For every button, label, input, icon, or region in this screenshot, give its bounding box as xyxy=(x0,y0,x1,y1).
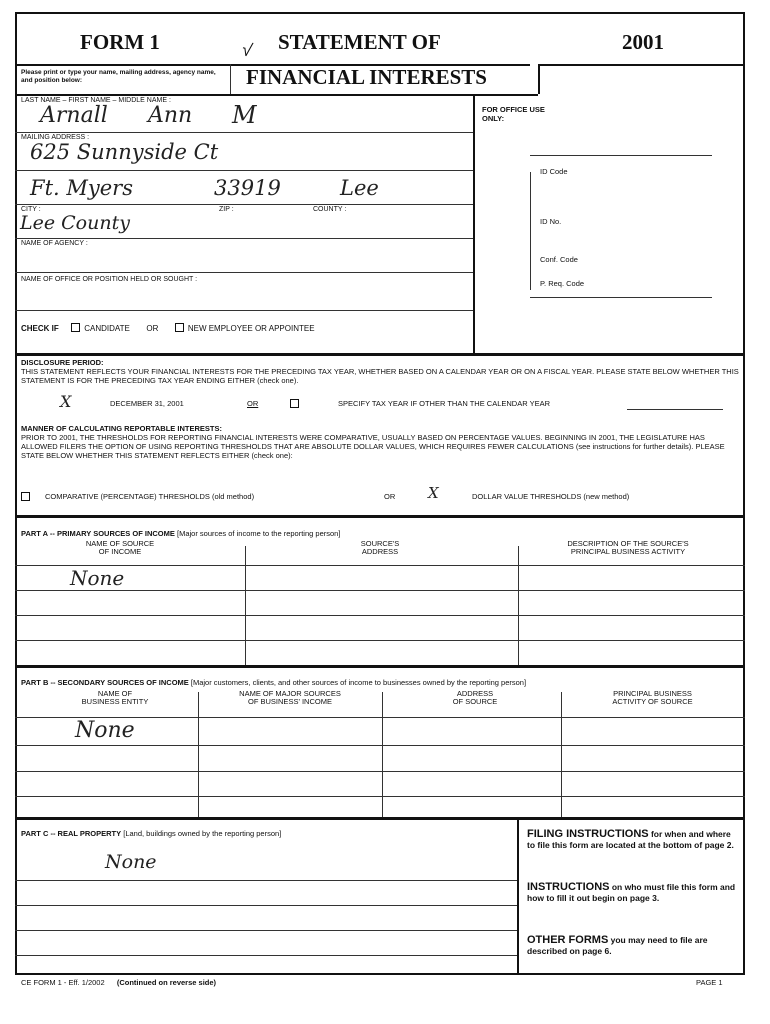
disclosure-december-mark[interactable]: X xyxy=(60,392,72,411)
county-label: COUNTY : xyxy=(313,206,347,213)
filing-instructions-title: FILING INSTRUCTIONS xyxy=(527,828,649,840)
part-b-entry[interactable]: None xyxy=(75,718,135,743)
part-a-heading xyxy=(21,530,340,538)
disclosure-other-year-checkbox[interactable] xyxy=(290,399,299,408)
footer-form-code: CE FORM 1 - Eff. 1/2002 xyxy=(21,978,105,987)
who-must-file-text: on who must file this form and how to fill it out begin on page 3. xyxy=(527,882,736,903)
part-a-title: PART A -- PRIMARY SOURCES OF INCOME xyxy=(21,529,175,538)
footer-form-id xyxy=(21,979,216,987)
disclosure-heading: DISCLOSURE PERIOD: xyxy=(21,358,104,367)
who-must-file-title: INSTRUCTIONS xyxy=(527,881,610,893)
part-c-entry[interactable]: None xyxy=(105,851,157,873)
form-year: 2001 xyxy=(622,30,664,54)
office-id-no-label: ID No. xyxy=(540,217,562,226)
part-c-heading xyxy=(21,830,281,838)
part-a-col-name: NAME OF SOURCE OF INCOME xyxy=(85,539,155,556)
office-label: NAME OF OFFICE OR POSITION HELD OR SOUGHT : xyxy=(21,276,198,283)
form-title-line1: STATEMENT OF xyxy=(278,30,441,54)
part-a-subtitle: [Major sources of income to the reporting person] xyxy=(177,529,341,538)
comparative-threshold-label: COMPARATIVE (PERCENTAGE) THRESHOLDS (old method) xyxy=(45,492,255,501)
disclosure-or: OR xyxy=(247,399,259,408)
comparative-threshold-checkbox[interactable] xyxy=(21,492,30,501)
part-a-col-description: DESCRIPTION OF THE SOURCE'S PRINCIPAL BUSINESS ACTIVITY xyxy=(567,539,689,556)
manner-heading: MANNER OF CALCULATING REPORTABLE INTERESTS: xyxy=(21,424,222,433)
county-value[interactable]: Lee xyxy=(340,176,379,200)
reviewer-check-mark: √ xyxy=(240,39,254,61)
name-label: LAST NAME – FIRST NAME – MIDDLE NAME : xyxy=(21,97,171,104)
footer-continued: (Continued on reverse side) xyxy=(116,978,217,987)
print-instruction-note: Please print or type your name, mailing address, agency name, and position below: xyxy=(21,69,216,84)
candidate-status-row xyxy=(21,323,315,334)
dollar-value-threshold-label: DOLLAR VALUE THRESHOLDS (new method) xyxy=(472,492,630,501)
part-b-col-address: ADDRESS OF SOURCE xyxy=(452,689,498,706)
manner-or: OR xyxy=(384,492,396,501)
other-forms-note xyxy=(527,935,737,957)
form-number: FORM 1 xyxy=(80,30,160,54)
part-c-title: PART C -- REAL PROPERTY xyxy=(21,829,122,838)
or-label: OR xyxy=(146,324,159,333)
office-use-title: FOR OFFICE USE ONLY: xyxy=(482,105,545,123)
disclosure-text: THIS STATEMENT REFLECTS YOUR FINANCIAL INTERESTS FOR THE PRECEDING TAX YEAR, WHETHER BASED ON A CALENDAR YEAR OR ON A FISCAL YEAR. PLEASE STATE BELOW WHETHER THIS STATEMENT IS FOR THE PRECEDING TAX YEAR ENDING EITHER (check one). xyxy=(21,367,739,385)
candidate-label: CANDIDATE xyxy=(84,324,130,333)
name-middle-value[interactable]: M xyxy=(232,101,257,129)
part-a-entry[interactable]: None xyxy=(70,566,125,590)
city-label: CITY : xyxy=(21,206,41,213)
new-employee-checkbox[interactable] xyxy=(175,323,184,332)
footer-page-number: PAGE 1 xyxy=(696,978,723,987)
candidate-checkbox[interactable] xyxy=(71,323,80,332)
part-b-col-entity: NAME OF BUSINESS ENTITY xyxy=(81,689,149,706)
office-p-req-code-label: P. Req. Code xyxy=(540,279,585,288)
check-if-label: CHECK IF xyxy=(21,324,59,333)
disclosure-option-other-year: SPECIFY TAX YEAR IF OTHER THAN THE CALENDAR YEAR xyxy=(338,399,550,408)
part-b-subtitle: [Major customers, clients, and other sources of income to businesses owned by the reporting person] xyxy=(190,678,527,687)
name-first-value[interactable]: Ann xyxy=(148,103,193,128)
mailing-address-label: MAILING ADDRESS : xyxy=(21,134,90,141)
filing-instructions-text: for when and where to file this form are located at the bottom of page 2. xyxy=(527,829,734,850)
name-last-value[interactable]: Arnall xyxy=(40,103,108,128)
part-b-col-activity: PRINCIPAL BUSINESS ACTIVITY OF SOURCE xyxy=(612,689,693,706)
disclosure-option-december: DECEMBER 31, 2001 xyxy=(110,399,184,408)
other-forms-title: OTHER FORMS xyxy=(527,934,609,946)
city-value[interactable]: Ft. Myers xyxy=(30,176,133,200)
part-c-subtitle: [Land, buildings owned by the reporting person] xyxy=(123,829,282,838)
zip-value[interactable]: 33919 xyxy=(214,176,281,200)
other-forms-text: you may need to file are described on page 6. xyxy=(527,935,708,956)
office-id-code-label: ID Code xyxy=(540,167,568,176)
office-conf-code-label: Conf. Code xyxy=(540,255,578,264)
mailing-address-value[interactable]: 625 Sunnyside Ct xyxy=(30,140,219,164)
agency-value[interactable]: Lee County xyxy=(20,212,130,234)
filing-instructions-note xyxy=(527,829,737,851)
zip-label: ZIP : xyxy=(219,206,234,213)
manner-text: PRIOR TO 2001, THE THRESHOLDS FOR REPORTING FINANCIAL INTERESTS WERE COMPARATIVE, USUALLY BASED ON PERCENTAGE VALUES. BEGINNING IN 2001, THE LEGISLATURE HAS ALLOWED FILERS THE OPTION OF USING REPORTING THRESHOLDS THAT ARE ABSOLUTE DOLLAR VALUES, WHICH REQUIRES FEWER CALCULATIONS (see instructions for further details). PLEASE STATE BELOW WHETHER THIS STATEMENT REFLECTS EITHER (check one): xyxy=(21,433,725,460)
dollar-value-threshold-mark[interactable]: X xyxy=(428,484,439,502)
part-a-col-address: SOURCE'S ADDRESS xyxy=(360,539,400,556)
part-b-heading xyxy=(21,679,526,687)
new-employee-label: NEW EMPLOYEE OR APPOINTEE xyxy=(187,324,315,333)
who-must-file-note xyxy=(527,882,737,904)
form-title-line2: FINANCIAL INTERESTS xyxy=(246,65,487,89)
agency-label: NAME OF AGENCY : xyxy=(21,240,88,247)
part-b-title: PART B -- SECONDARY SOURCES OF INCOME xyxy=(21,678,189,687)
part-b-col-sources: NAME OF MAJOR SOURCES OF BUSINESS' INCOME xyxy=(239,689,341,706)
